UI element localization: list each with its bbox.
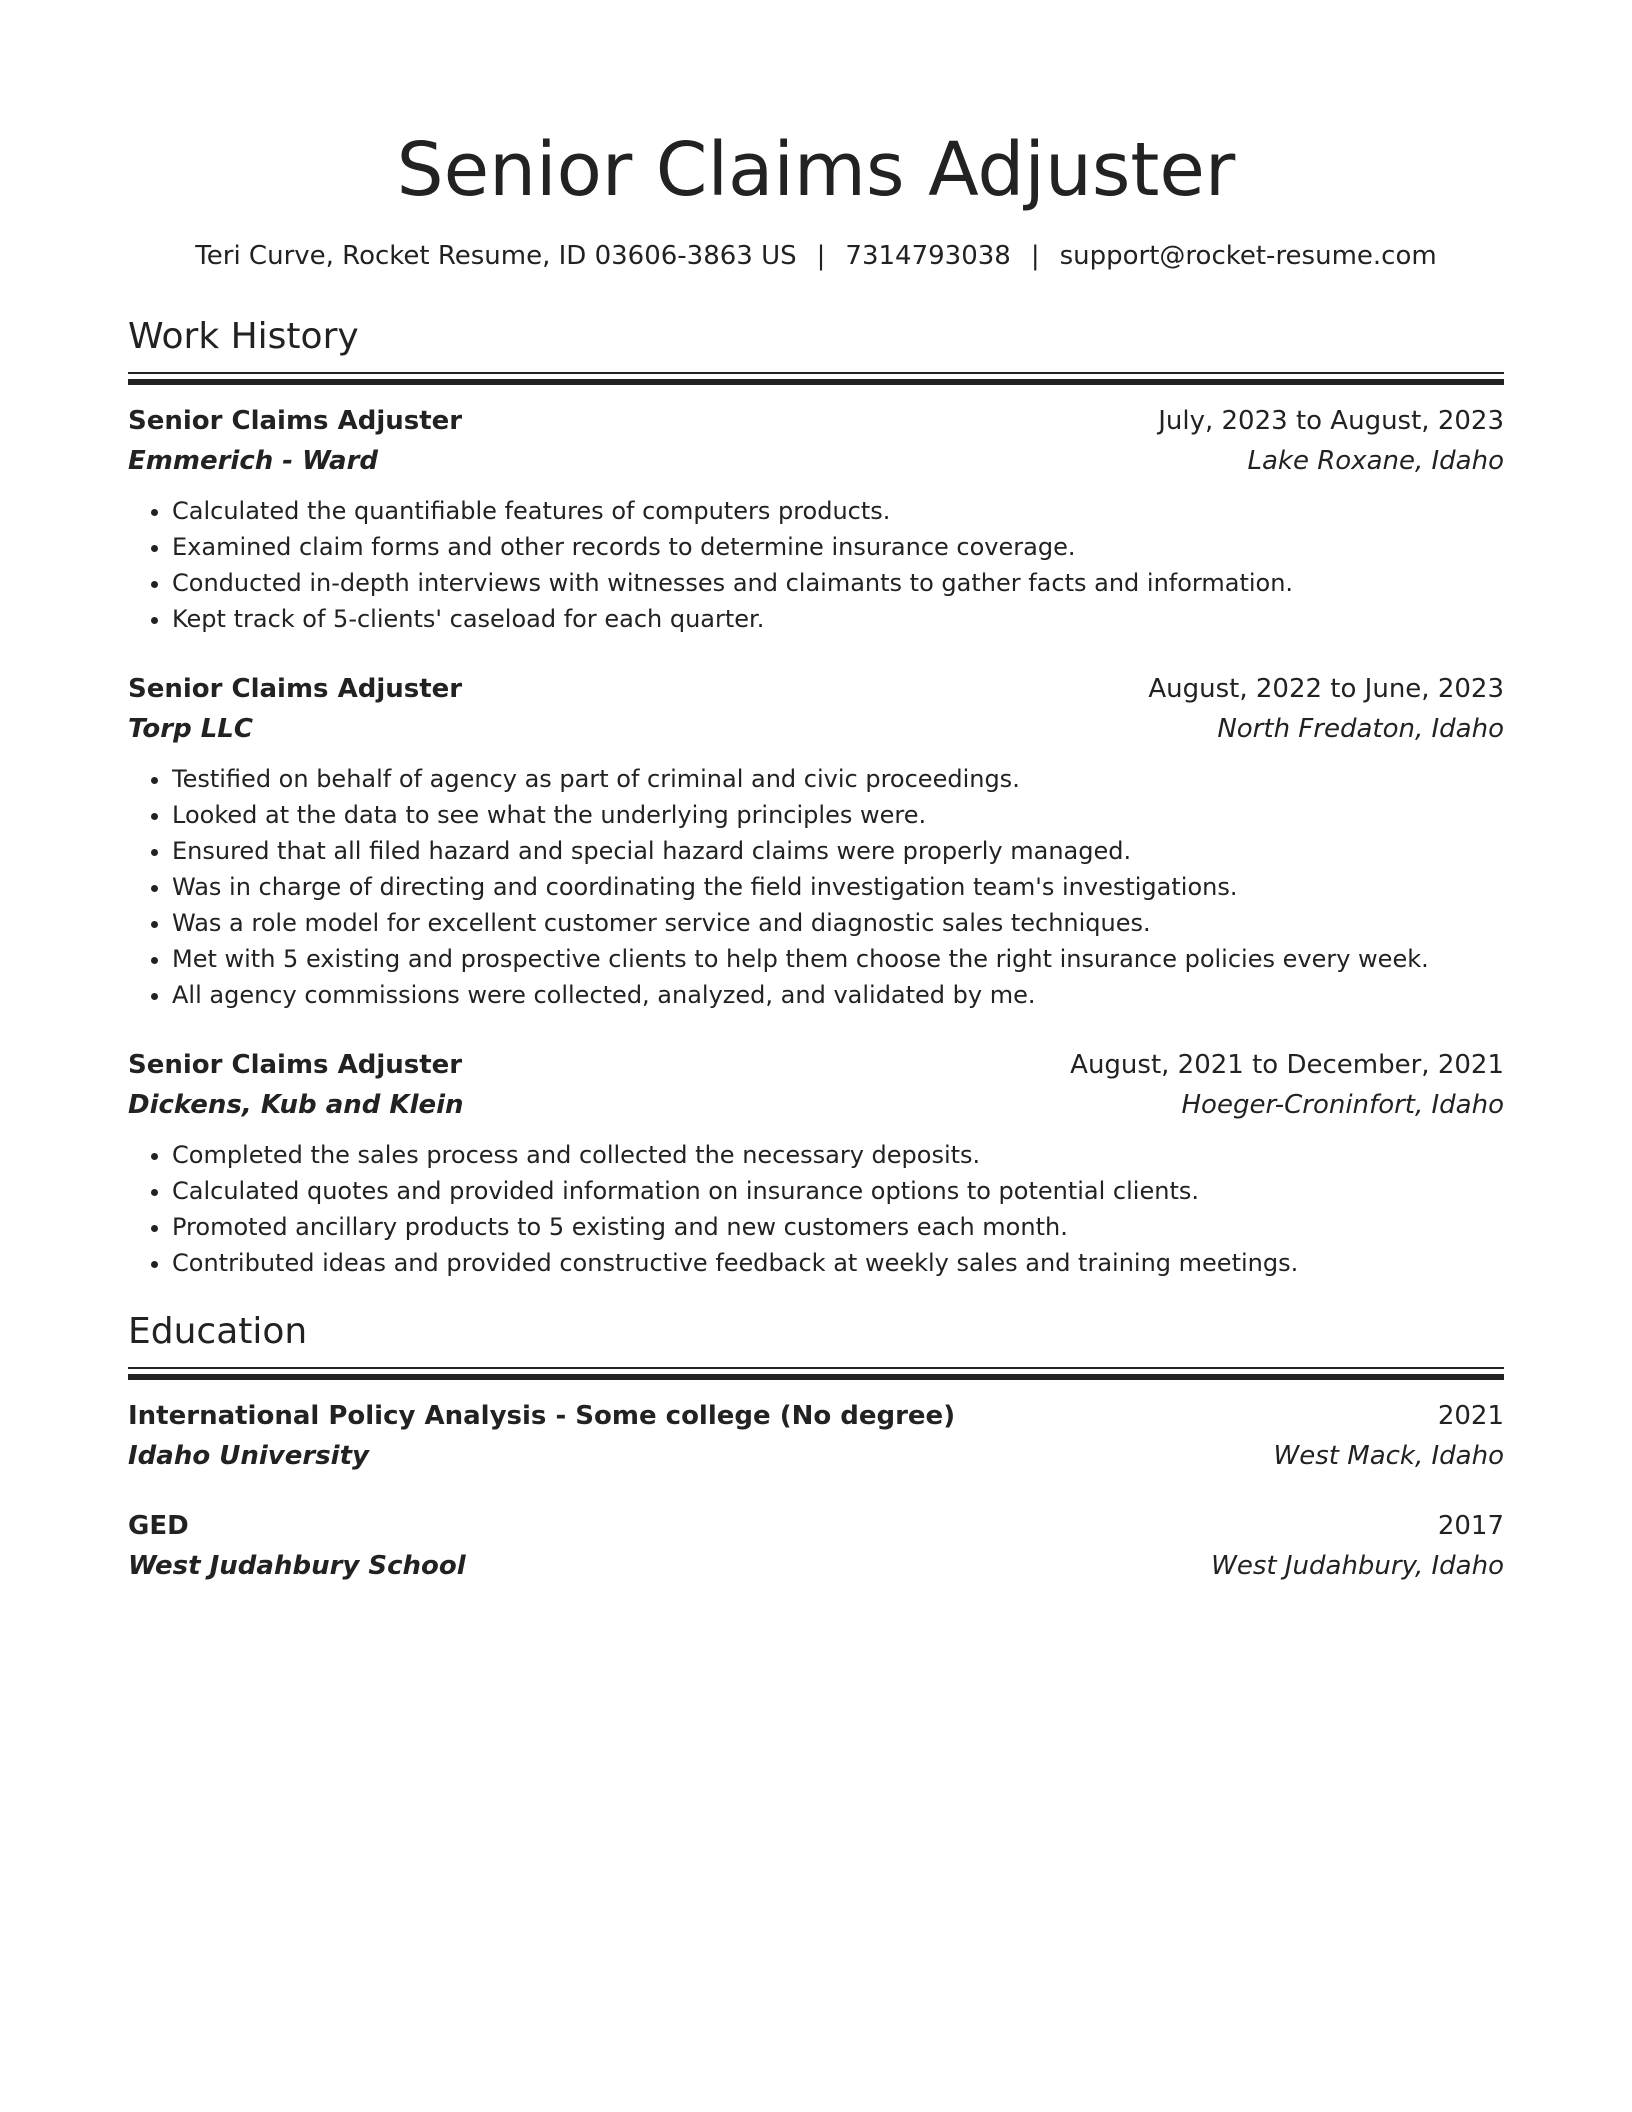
job-dates: August, 2021 to December, 2021 bbox=[1070, 1050, 1504, 1080]
job-bullet: • Calculated quotes and provided information on insurance options to potential clients. bbox=[172, 1173, 1504, 1209]
job-bullet: • Completed the sales process and collected the necessary deposits. bbox=[172, 1137, 1504, 1173]
education-school-row bbox=[128, 1546, 1504, 1586]
job-bullet: • Examined claim forms and other records to determine insurance coverage. bbox=[172, 529, 1504, 565]
job-bullet: • Contributed ideas and provided constructive feedback at weekly sales and training meetings. bbox=[172, 1245, 1504, 1281]
job-dates: August, 2022 to June, 2023 bbox=[1148, 674, 1504, 704]
job-bullet: • Testified on behalf of agency as part of criminal and civic proceedings. bbox=[172, 761, 1504, 797]
job-bullet: • Met with 5 existing and prospective clients to help them choose the right insurance policies every week. bbox=[172, 941, 1504, 977]
education-school: Idaho University bbox=[128, 1441, 369, 1471]
job-entry bbox=[128, 401, 1504, 637]
job-bullet: • All agency commissions were collected, analyzed, and validated by me. bbox=[172, 977, 1504, 1013]
job-bullet: • Ensured that all filed hazard and special hazard claims were properly managed. bbox=[172, 833, 1504, 869]
job-title: Senior Claims Adjuster bbox=[128, 406, 463, 436]
work-history-heading: Work History bbox=[128, 316, 359, 357]
job-company-row bbox=[128, 441, 1504, 481]
job-bullets bbox=[128, 493, 1504, 637]
education-entry bbox=[128, 1396, 1504, 1476]
education-year: 2021 bbox=[1437, 1401, 1504, 1431]
job-entry bbox=[128, 1045, 1504, 1281]
contact-separator: | bbox=[816, 241, 826, 271]
education-school-row bbox=[128, 1436, 1504, 1476]
job-bullet: • Was in charge of directing and coordinating the field investigation team's investigations. bbox=[172, 869, 1504, 905]
job-bullet: • Promoted ancillary products to 5 existing and new customers each month. bbox=[172, 1209, 1504, 1245]
job-header-row bbox=[128, 401, 1504, 441]
section-divider bbox=[128, 1367, 1504, 1380]
resume-title: Senior Claims Adjuster bbox=[396, 127, 1236, 213]
job-header-row bbox=[128, 1045, 1504, 1085]
contact-email: support@rocket-resume.com bbox=[1059, 241, 1437, 271]
job-company: Torp LLC bbox=[128, 714, 253, 744]
education-degree: GED bbox=[128, 1511, 189, 1541]
job-bullet: • Conducted in-depth interviews with witnesses and claimants to gather facts and information. bbox=[172, 565, 1504, 601]
education-location: West Judahbury, Idaho bbox=[1211, 1551, 1504, 1581]
job-company-row bbox=[128, 709, 1504, 749]
section-divider bbox=[128, 372, 1504, 385]
education-header-row bbox=[128, 1396, 1504, 1436]
job-location: North Fredaton, Idaho bbox=[1217, 714, 1504, 744]
job-bullets bbox=[128, 1137, 1504, 1281]
job-header-row bbox=[128, 669, 1504, 709]
contact-line bbox=[128, 238, 1504, 274]
job-bullet: • Was a role model for excellent customer service and diagnostic sales techniques. bbox=[172, 905, 1504, 941]
job-bullet: • Calculated the quantifiable features of computers products. bbox=[172, 493, 1504, 529]
job-company: Emmerich - Ward bbox=[128, 446, 379, 476]
job-bullet: • Looked at the data to see what the underlying principles were. bbox=[172, 797, 1504, 833]
contact-phone: 7314793038 bbox=[845, 241, 1011, 271]
job-dates: July, 2023 to August, 2023 bbox=[1158, 406, 1504, 436]
education-header-row bbox=[128, 1506, 1504, 1546]
job-company: Dickens, Kub and Klein bbox=[128, 1090, 464, 1120]
job-title: Senior Claims Adjuster bbox=[128, 674, 463, 704]
job-entry bbox=[128, 669, 1504, 1013]
job-title: Senior Claims Adjuster bbox=[128, 1050, 463, 1080]
education-heading: Education bbox=[128, 1311, 308, 1352]
job-bullet: • Kept track of 5-clients' caseload for each quarter. bbox=[172, 601, 1504, 637]
job-location: Hoeger-Croninfort, Idaho bbox=[1181, 1090, 1504, 1120]
contact-separator: | bbox=[1030, 241, 1040, 271]
contact-address: Teri Curve, Rocket Resume, ID 03606-3863 US bbox=[195, 241, 797, 271]
job-bullets bbox=[128, 761, 1504, 1013]
education-degree: International Policy Analysis - Some college (No degree) bbox=[128, 1401, 956, 1431]
job-company-row bbox=[128, 1085, 1504, 1125]
education-entry bbox=[128, 1506, 1504, 1586]
education-school: West Judahbury School bbox=[128, 1551, 466, 1581]
education-year: 2017 bbox=[1437, 1511, 1504, 1541]
job-location: Lake Roxane, Idaho bbox=[1247, 446, 1504, 476]
education-location: West Mack, Idaho bbox=[1273, 1441, 1504, 1471]
